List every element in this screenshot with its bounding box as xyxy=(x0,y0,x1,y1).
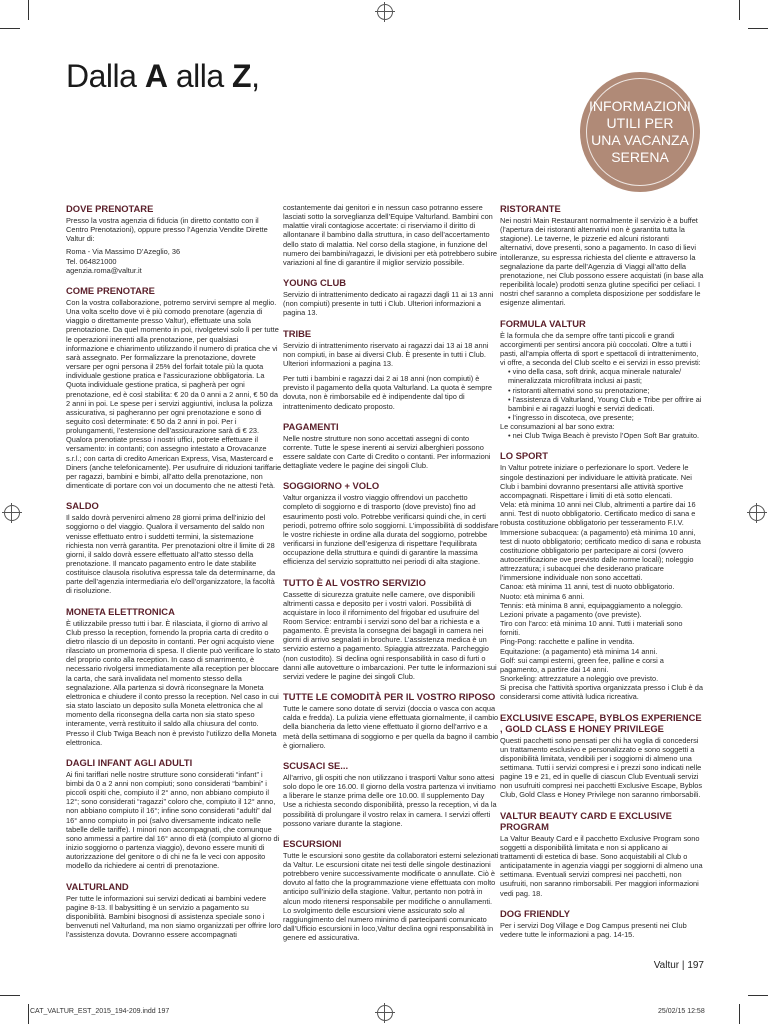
section-heading: VALTURLAND xyxy=(66,880,129,892)
phone: Tel. 064821000 xyxy=(66,256,117,266)
page-title: Dalla A alla Z, xyxy=(66,58,260,94)
section-text: È la formula che da sempre offre tanti piccoli e grandi accorgimenti per sentirsi ancora più coccolati. Oltre a tutti i pasti, all’ampia offerta di sport e spettacoli di intrattenimento, vi offre, a seconda del Club scelto e ei servizi in esso previsti: xyxy=(500,330,701,368)
list-item: • vino della casa, soft drink, acqua minerale naturale/ mineralizzata microfiltrata inclusi ai pasti; xyxy=(508,367,704,385)
section-heading: SALDO xyxy=(66,500,99,512)
sport-item: Canoa: età minima 11 anni, test di nuoto obbligatorio. xyxy=(500,582,675,592)
section-text: Il saldo dovrà pervenirci almeno 28 giorni prima dell’inizio del soggiorno o del viaggio. Qualora il versamento del saldo non venisse effettuato entro i suddetti termini, la sistemazione richiesta non verrà garantita. Per prenotazioni oltre il limite di 28 giorni, il saldo dovrà essere effettuato all’atto stesso della prenotazione. Il mancato pagamento entro le date stabilite costituisce clausola risolutiva espressa tale da determinarne, da parte dell’agenzia intermediaria e/o dell’organizzatore, la facoltà di risoluzione. xyxy=(66,513,276,596)
section-heading: VALTUR BEAUTY CARD E EXCLUSIVE PROGRAM xyxy=(500,809,672,832)
list-item: • ristoranti alternativi sono su prenotazione; xyxy=(508,386,704,395)
section-heading: EXCLUSIVE ESCAPE, BYBLOS EXPERIENCE , GOLD CLASS E HONEY PRIVILEGE xyxy=(500,711,702,734)
registration-mark-icon xyxy=(749,505,765,521)
section-text: Per i servizi Dog Village e Dog Campus presenti nei Club vedere tutte le informazioni a pag. 14-15. xyxy=(500,920,687,939)
section-heading: FORMULA VALTUR xyxy=(500,317,586,329)
crop-mark xyxy=(0,28,20,29)
section-text: Nelle nostre strutture non sono accettati assegni di conto corrente. Tutte le spese inerenti ai servizi alberghieri possono essere saldate con Carte di Credito o contanti. Per informazioni dettagliate vedere le pagine dei singoli Club. xyxy=(283,433,491,471)
sport-item: Golf: sui campi esterni, green fee, palline e corsi a pagamento, a partire dai 14 anni. xyxy=(500,655,664,674)
address: Roma - Via Massimo D’Azeglio, 36 xyxy=(66,247,181,257)
crop-mark xyxy=(748,995,768,996)
registration-mark-icon xyxy=(377,4,393,20)
crop-mark xyxy=(28,1004,29,1024)
page-number: 197 xyxy=(687,960,704,971)
section-heading: DOVE PRENOTARE xyxy=(66,203,154,214)
column-3 xyxy=(500,203,704,939)
section-heading: MONETA ELETTRONICA xyxy=(66,605,175,617)
print-date: 25/02/15 12:58 xyxy=(658,1008,705,1015)
sport-item: Snorkeling: attrezzature a noleggio ove previsto. xyxy=(500,674,659,684)
email-link[interactable]: agenzia.roma@valtur.it xyxy=(66,265,142,275)
sport-item: Equitazione: (a pagamento) età minima 14 anni. xyxy=(500,646,658,656)
section-heading: SOGGIORNO + VOLO xyxy=(283,480,380,492)
bullet-list xyxy=(500,431,704,440)
section-heading: SCUSACI SE... xyxy=(283,759,349,771)
section-heading: TUTTO È AL VOSTRO SERVIZIO xyxy=(283,576,426,588)
section-heading: DOG FRIENDLY xyxy=(500,907,570,919)
section-heading: RISTORANTE xyxy=(500,203,561,214)
section-text: È utilizzabile presso tutti i bar. È rilasciata, il giorno di arrivo al Club presso la reception, fornendo la propria carta di credito o dietro rilascio di un deposito in contanti. Per ogni acquisto viene rilasciato un promemoria di spesa. Il cliente può verificare lo stato del proprio conto alla reception. In caso di smarrimento, è necessario rivolgersi immediatamente alla reception per bloccare la carta, che sarà invalidata nel momento stesso della segnalazione. Alla partenza si dovrà riconsegnare la Moneta elettronica e chiudere il conto presso la reception. Nel caso in cui sia stato lasciato un deposito sulla Moneta elettronica che al momento della riconsegna della carta non sia stato speso interamente, verrà restituito il saldo alla chiusura del conto. Presso il Club Twiga Beach non è previsto l’utilizzo della Moneta elettronica. xyxy=(66,618,281,747)
list-item: • nei Club Twiga Beach è previsto l’Open Soft Bar gratuito. xyxy=(508,431,704,440)
sport-item: Nuoto: età minima 6 anni. xyxy=(500,591,585,601)
footer-separator: | xyxy=(681,960,685,971)
registration-mark-icon xyxy=(4,505,20,521)
badge-text: INFORMAZIONI UTILI PER UNA VACANZA SERENA xyxy=(589,98,691,165)
sport-item: Immersione subacquea: (a pagamento) età minima 10 anni, test di nuoto obbligatorio; certificato medico di sana e robusta costituzione obbligatorio per partecipare ai corsi (ovvero autocertificazione ove previsto dalle norme locali); noleggio attrezzatura; i subacquei che desiderano praticare l’immersione individuale non sono accettati. xyxy=(500,527,701,583)
section-text: Servizio di intrattenimento dedicato ai ragazzi dagli 11 ai 13 anni (non compiuti) presente in tutti i Club. Ulteriori informazioni a pagina 13. xyxy=(283,290,494,318)
section-text: Presso la vostra agenzia di fiducia (in diretto contatto con il Centro Prenotazioni), oppure presso l’Agenzia Vendite Dirette Valtur di: xyxy=(66,216,268,244)
page-footer xyxy=(654,960,704,971)
section-text: Le consumazioni al bar sono extra: xyxy=(500,422,615,432)
crop-mark xyxy=(0,995,20,996)
section-heading: DAGLI INFANT AGLI ADULTI xyxy=(66,756,193,768)
section-text: Tutte le escursioni sono gestite da collaboratori esterni selezionati da Valtur. Le escursioni citate nei testi delle singole destinazioni potrebbero venire successivamente modificate o annullate. Ciò è dovuto al fatto che la programmazione viene effettuata con molto anticipo sull’inizio della stagione. Valtur, pertanto non potrà in alcun modo ritenersi responsabile per modifiche o annullamenti. Lo svolgimento delle escursioni viene assicurato solo al raggiungimento del numero minimo di partecipanti comunicato dall’Ufficio escursioni in loco,Valtur declina ogni responsabilità in genere ed assicurativa. xyxy=(283,850,499,943)
section-text: Cassette di sicurezza gratuite nelle camere, ove disponibili altrimenti cassa e deposito per i vostri valori. Possibilità di acquistare in loco il rifornimento del frigobar ed usufruire del Room Service: entrambi i servizi sono del bar a richiesta e a pagamento. È prevista la consegna dei bagagli in camera nei giorni di arrivo segnalati in brochure. L’assistenza medica è un servizio esterno a pagamento. Spiaggia attrezzata. Parcheggio (non custodito). Si declina ogni responsabilità in caso di furti o danni alle autovetture o imbarcazioni. Per tutte le informazioni sui servizi vedere le pagine dei singoli Club. xyxy=(283,589,497,681)
section-text: Nei nostri Main Restaurant normalmente il servizio è a buffet (l’apertura dei ristoranti alternativi non è garantita tutta la stagione). Le taverne, le pizzerie ed alcuni ristoranti alternativi, dove presenti, sono a pagamento. In caso di lievi intolleranze, su espressa richiesta del cliente e attraverso la segnalazione da parte dell’Agenzia di Viaggi all’atto della prenotazione, nei Club possono essere acquistati (in base alla reperibilità locale) prodotti senza glutine specifici per celiaci. I nostri chef saranno a completa disposizione per soddisfare le esigenze alimentari. xyxy=(500,216,704,308)
sport-item: Tiro con l’arco: età minima 10 anni. Tutti i materiali sono forniti. xyxy=(500,619,683,638)
sport-item: Vela: età minima 10 anni nei Club, altrimenti a partire dai 16 anni. Test di nuoto obbligatorio. Certificato medico di sana e robusta costituzione obbligatorio per tesseramento F.I.V. xyxy=(500,500,696,528)
section-heading: YOUNG CLUB xyxy=(283,277,347,289)
sport-item: Tennis: età minima 8 anni, equipaggiamento a noleggio. Lezioni private a pagamento (ove previste). xyxy=(500,600,683,619)
section-text: Ai fini tariffari nelle nostre strutture sono considerati “infant” i bimbi da 0 a 2 anni non compiuti; sono considerati “bambini” i piccoli ospiti che, compiuto il 2° anno, non abbiano compiuto il 12°; sono considerati “ragazzi” coloro che, compiuto il 12° anno, non abbiano compiuto il 16°; infine sono considerati “adulti” dal 16° anno compiuto in poi (salvo diversamente indicato nelle tabelle delle tariffe). I minori non accompagnati, che comunque sono ammessi a partire dal 16° anno di età (compiuto al giorno di inizio soggiorno o partenza viaggio), devono essere muniti di autorizzazione del genitore o di chi ne fa le veci con apposito modello da richiedere ai centri di prenotazione. xyxy=(66,769,280,871)
section-heading: TUTTE LE COMODITÀ PER IL VOSTRO RIPOSO xyxy=(283,691,496,703)
section-heading: LO SPORT xyxy=(500,450,548,462)
info-badge xyxy=(580,72,700,192)
section-text: Per tutte le informazioni sui servizi dedicati ai bambini vedere pagine 8-13. Il babysitting è un servizio a pagamento su disponibilità. Bambini bisognosi di assistenza speciale sono i benvenuti nel Valturland, ma non siamo organizzati per offrire loro l’assistenza dovuta. Dovranno essere accompagnati xyxy=(66,893,281,940)
section-text: Valtur organizza il vostro viaggio offrendovi un pacchetto completo di soggiorno e di trasporto (dove previsto) fino ad esaurimento posti volo. Potrebbe verificarsi quindi che, in certi periodi, potremo offrire solo soggiorni. L’impossibilità di soddisfare le vostre richieste in ordine alla durata del soggiorno, potrebbe verificarsi in funzione dell’esigenza di rispettare l’equilibrata occupazione della struttura e quindi di garantire la massima efficienza del servizio soprattutto nei periodi di alta stagione. xyxy=(283,493,499,567)
footer-brand: Valtur xyxy=(653,960,680,971)
section-text: Questi pacchetti sono pensati per chi ha voglia di concedersi un trattamento esclusivo e personalizzato e sono soggetti a disponibilità limitata, vendibili per i soggiorni di almeno una settimana. Tutti i servizi compresi e i prezzi sono indicati nelle pagine 19 e 21, ed in quelle di ciascun Club Eventuali servizi non usufruiti compresi nei pacchetti Exclusive Escape, Byblos Club, Gold Class e Honey Privilege non saranno rimborsabili. xyxy=(500,735,703,800)
section-heading: TRIBE xyxy=(283,327,312,339)
section-text: Servizio di intrattenimento riservato ai ragazzi dai 13 ai 18 anni non compiuti, in base ai diversi Club. È presente in tutti i Club. Ulteriori informazioni a pagina 13. xyxy=(283,340,489,368)
section-text: All’arrivo, gli ospiti che non utilizzano i trasporti Valtur sono attesi solo dopo le ore 16.00. Il giorno della vostra partenza vi invitiamo a liberare le stanze prima delle ore 10.00. Il supplemento Day Use a richiesta secondo disponibilità, presso la reception, vi da la possibilità di prolungare il vostro relax in camera. I servizi offerti possono variare durante la stagione. xyxy=(283,772,497,828)
crop-mark xyxy=(739,1004,740,1024)
section-text: Per tutti i bambini e ragazzi dai 2 ai 18 anni (non compiuti) è previsto il pagamento della quota Valturland. La quota è sempre dovuta, non è rimborsabile ed è indipendente dal tipo di intrattenimento dedicato proposto. xyxy=(283,374,492,411)
section-text: Si precisa che l’attività sportiva organizzata presso i Club è da considerarsi come attività ludica ricreativa. xyxy=(500,683,703,702)
section-heading: ESCURSIONI xyxy=(283,837,342,849)
section-heading: COME PRENOTARE xyxy=(66,284,155,296)
section-text: costantemente dai genitori e in nessun caso potranno essere lasciati sotto la sorveglianza dell’Equipe Valturland. Bambini con malattie virali contagiose accertate: ci riserviamo il diritto di allontanare il bambino dalla struttura, in caso dell’accertamento dello stato di malattia. Nel corso della stagione, in funzione del numero dei bambini/ragazzi, le divisioni per età potrebbero subire variazioni al fine di garantire il miglior servizio possibile. xyxy=(283,203,498,267)
column-2 xyxy=(283,203,499,942)
section-text: In Valtur potrete iniziare o perfezionare lo sport. Vedere le singole destinazioni per individuare le attività praticate. Nei Club i bambini dovranno presentarsi alle attività sportive accompagnati. Rispettare i limiti di età sotto elencati. xyxy=(500,463,692,500)
bullet-list xyxy=(500,367,704,422)
crop-mark xyxy=(748,28,768,29)
list-item: • l’assistenza di Valturland, Young Club e Tribe per offrire ai bambini e ai ragazzi luoghi e servizi dedicati. xyxy=(508,395,704,413)
section-text: Con la vostra collaborazione, potremo servirvi sempre al meglio. Una volta scelto dove vi è più comodo prenotare (agenzia di viaggio o direttamente presso Valtur), effettuate una sola prenotazione. Da quel momento in poi, rivolgetevi solo lì per tutte le operazioni inerenti alla prenotazione, per qualsiasi informazione e chiarimento utilizzando il numero di pratica che vi sarà assegnato. Per formalizzare la prenotazione, dovrete versare per ogni persona il 25% del forfait totale più la quota individuale gestione pratica e l’assicurazione obbligatoria. La Quota individuale gestione pratica, si pagherà per ogni prenotazione, ed è così stabilita: € 20 da 0 anni a 2 anni, € 50 da 2 anni in poi. Le spese per i servizi aggiuntivi, inclusa la polizza assicurativa, si pagheranno per ogni prenotazione e sono di seguito così determinate: € 50 da 2 anni in poi. Per i prolungamenti, l’estensione dell’assicurazione sarà di € 23. Qualora prenotiate presso i nostri uffici, potrete effettuare il versamento: in contanti; con assegno intestato a Orovacanze s.r.l.; con carta di credito American Express, Visa, Mastercard e Diners (anche telefonicamente). Per usufruire di riduzioni tariffarie per ragazzi, bambini e bimbi, all’atto della prenotazione, non dimenticate di portare con voi un documento che ne attesti l’età. xyxy=(66,297,282,491)
section-text: La Valtur Beauty Card e il pacchetto Exclusive Program sono soggetti a disponibilità limitata e non si applicano ai trattamenti di estetica di base. Sono acquistabili al Club o anticipatamente in agenzia viaggi per soggiorni di almeno una settimana. Eventuali servizi compresi nei pacchetti, non usufruiti, non saranno rimborsabili. Per maggiori informazioni vedi pag. 18. xyxy=(500,833,703,898)
registration-mark-icon xyxy=(377,1005,393,1021)
section-heading: PAGAMENTI xyxy=(283,420,339,432)
section-text: Tutte le camere sono dotate di servizi (doccia o vasca con acqua calda e fredda). La pulizia viene effettuata giornalmente, il cambio della biancheria da letto viene effettuato il giorno dell’arrivo e a metà della settimana di soggiorno e per quella da bagno il cambio è giornaliero. xyxy=(283,704,499,750)
crop-mark xyxy=(28,0,29,20)
crop-mark xyxy=(739,0,740,20)
sport-item: Ping-Pong: racchette e palline in vendita. xyxy=(500,637,635,647)
column-1 xyxy=(66,203,282,939)
print-slug: CAT_VALTUR_EST_2015_194-209.indd 197 xyxy=(30,1008,170,1015)
list-item: • l’ingresso in discoteca, ove presente; xyxy=(508,413,704,422)
